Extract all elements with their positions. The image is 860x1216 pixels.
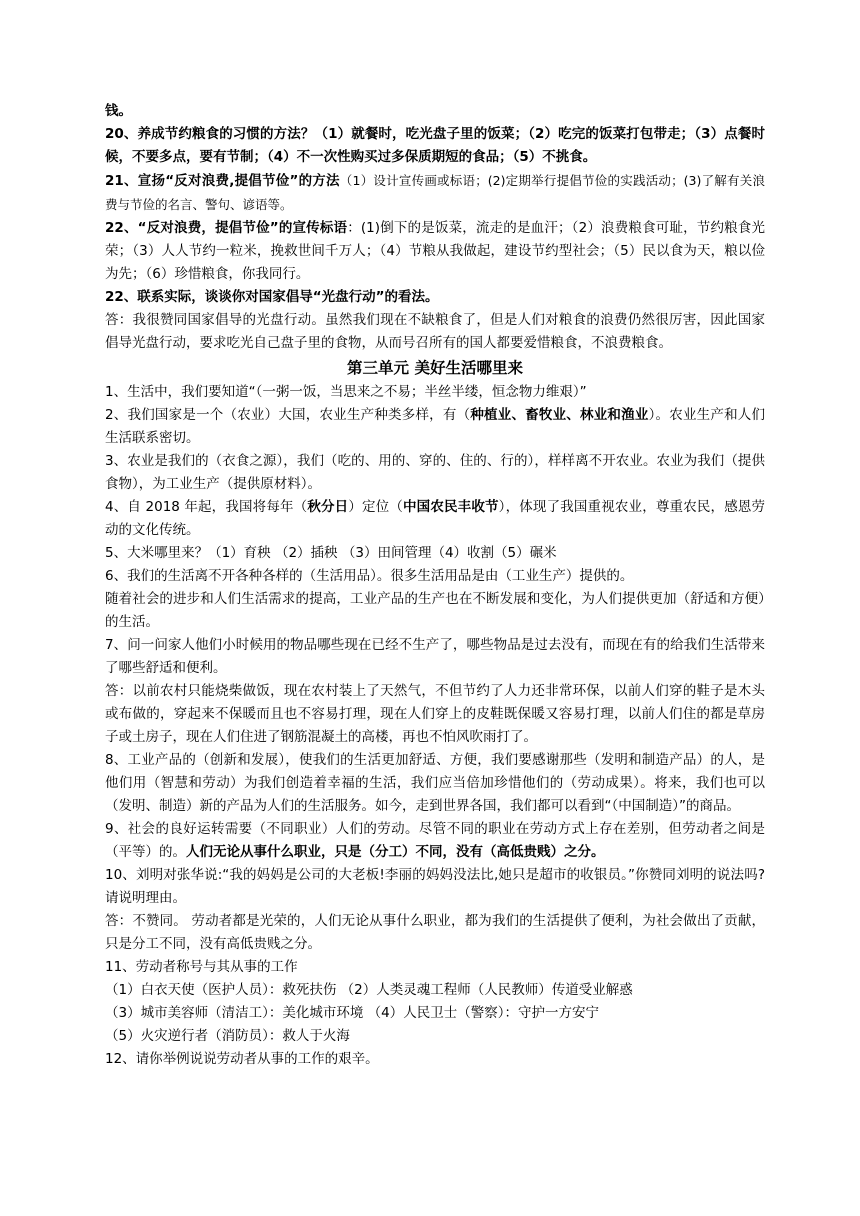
unit-title: 第三单元 美好生活哪里来	[347, 359, 523, 377]
item-9-a: 9、社会的良好运转需要（不同职业）人们的劳动。尽管不同的职业在劳动方式上存在差别，但劳动者之间是（平等）的。	[105, 821, 765, 860]
item-9-bold: 人们无论从事什么职业，只是（分工）不同，没有（高低贵贱）之分。	[186, 844, 605, 860]
question-21	[105, 169, 765, 217]
item-6: 6、我们的生活离不开各种各样的（生活用品）。很多生活用品是由（工业生产）提供的。	[105, 568, 634, 584]
item-12: 12、请你举例说说劳动者从事的工作的艰辛。	[105, 1051, 379, 1067]
item-2-c: ）。农业生产和人们生活联系密切。	[105, 407, 766, 446]
question-22-body: ：(1)倒下的是饭菜，流走的是血汗；（2）浪费粮食可耻，节约粮食光荣；（3）人人节约一粒米，挽救世间千万人；（4）节粮从我做起，建设节约型社会；（5）民以食为天，粮以俭为先；（6）珍惜粮食，你我同行。	[105, 220, 765, 282]
item-11: 11、劳动者称号与其从事的工作	[105, 959, 298, 975]
item-4	[105, 496, 765, 542]
question-21-title: 21、宣扬“反对浪费,提倡节俭”的方法	[105, 173, 340, 189]
item-9	[105, 818, 765, 864]
question-22-slogans	[105, 217, 765, 286]
item-8: 8、工业产品的（创新和发展），使我们的生活更加舒适、方便，我们要感谢那些（发明和制造产品）的人，是他们用（智慧和劳动）为我们创造着幸福的生活，我们应当倍加珍惜他们的（劳动成果）。将来，我们也可以（发明、制造）新的产品为人们的生活服务。如今，走到世界各国，我们都可以看到“（中国制造）”的商品。	[105, 752, 765, 814]
question-20: 20、养成节约粮食的习惯的方法？（1）就餐时，吃光盘子里的饭菜；（2）吃完的饭菜打包带走；（3）点餐时候，不要多点，要有节制；（4）不一次性购买过多保质期短的食品；（5）不挑食。	[105, 126, 765, 165]
item-3: 3、农业是我们的（衣食之源），我们（吃的、用的、穿的、住的、行的），样样离不开农业。农业为我们（提供食物），为工业生产（提供原材料）。	[105, 453, 765, 492]
question-21-body: （1）设计宣传画或标语；(2)定期举行提倡节俭的实践活动；(3)了解有关浪费与节俭的名言、警句、谚语等。	[105, 173, 765, 212]
item-10: 10、刘明对张华说:“我的妈妈是公司的大老板!李丽的妈妈没法比,她只是超市的收银员。”你赞同刘明的说法吗?请说明理由。	[105, 867, 765, 906]
answer-guangpan: 答：我很赞同国家倡导的光盘行动。虽然我们现在不缺粮食了，但是人们对粮食的浪费仍然很厉害，因此国家倡导光盘行动，要求吃光自己盘子里的食物，从而号召所有的国人都要爱惜粮食，不浪费粮食。	[105, 312, 765, 351]
item-2-bold: 种植业、畜牧业、林业和渔业	[470, 407, 649, 423]
item-7-answer: 答：以前农村只能烧柴做饭，现在农村装上了天然气，不但节约了人力还非常环保，以前人们穿的鞋子是木头或布做的，穿起来不保暖而且也不容易打理，现在人们穿上的皮鞋既保暖又容易打理，以前人们住的都是草房子或土房子，现在人们住进了钢筋混凝土的高楼，再也不怕风吹雨打了。	[105, 683, 765, 745]
item-11-row-3: （5）火灾逆行者（消防员）：救人于火海	[105, 1028, 350, 1044]
document-page	[105, 100, 765, 1071]
question-22-guangpan: 22、联系实际，谈谈你对国家倡导“光盘行动”的看法。	[105, 289, 439, 305]
item-2	[105, 404, 765, 450]
item-2-a: 2、我们国家是一个（农业）大国，农业生产种类多样，有（	[105, 407, 471, 423]
item-11-row-2: （3）城市美容师（清洁工）：美化城市环境 （4）人民卫士（警察）：守护一方安宁	[105, 1005, 599, 1021]
item-6-continued: 随着社会的进步和人们生活需求的提高，工业产品的生产也在不断发展和变化，为人们提供更加（舒适和方便）的生活。	[105, 591, 765, 630]
item-5: 5、大米哪里来？（1）育秧 （2）插秧 （3）田间管理（4）收割（5）碾米	[105, 545, 557, 561]
item-4-bold-1: 秋分日	[307, 499, 349, 515]
item-4-e: ），体现了我国重视农业，尊重农民，感恩劳动的文化传统。	[105, 499, 766, 538]
item-10-answer: 答：不赞同。 劳动者都是光荣的，人们无论从事什么职业，都为我们的生活提供了便利，为社会做出了贡献，只是分工不同，没有高低贵贱之分。	[105, 913, 765, 952]
item-1: 1、生活中，我们要知道“（一粥一饭，当思来之不易；半丝半缕，恒念物力维艰）”	[105, 384, 587, 400]
item-4-a: 4、自 2018 年起，我国将每年（	[105, 499, 308, 515]
text-line: 钱。	[105, 103, 132, 119]
item-4-c: ）定位（	[348, 499, 403, 515]
item-4-bold-2: 中国农民丰收节	[403, 499, 499, 515]
question-22-title: 22、“反对浪费，提倡节俭”的宣传标语	[105, 220, 348, 236]
item-7: 7、问一问家人他们小时候用的物品哪些现在已经不生产了，哪些物品是过去没有，而现在有的给我们生活带来了哪些舒适和便利。	[105, 637, 765, 676]
item-11-row-1: （1）白衣天使（医护人员）：救死扶伤 （2）人类灵魂工程师（人民教师）传道受业解惑	[105, 982, 633, 998]
